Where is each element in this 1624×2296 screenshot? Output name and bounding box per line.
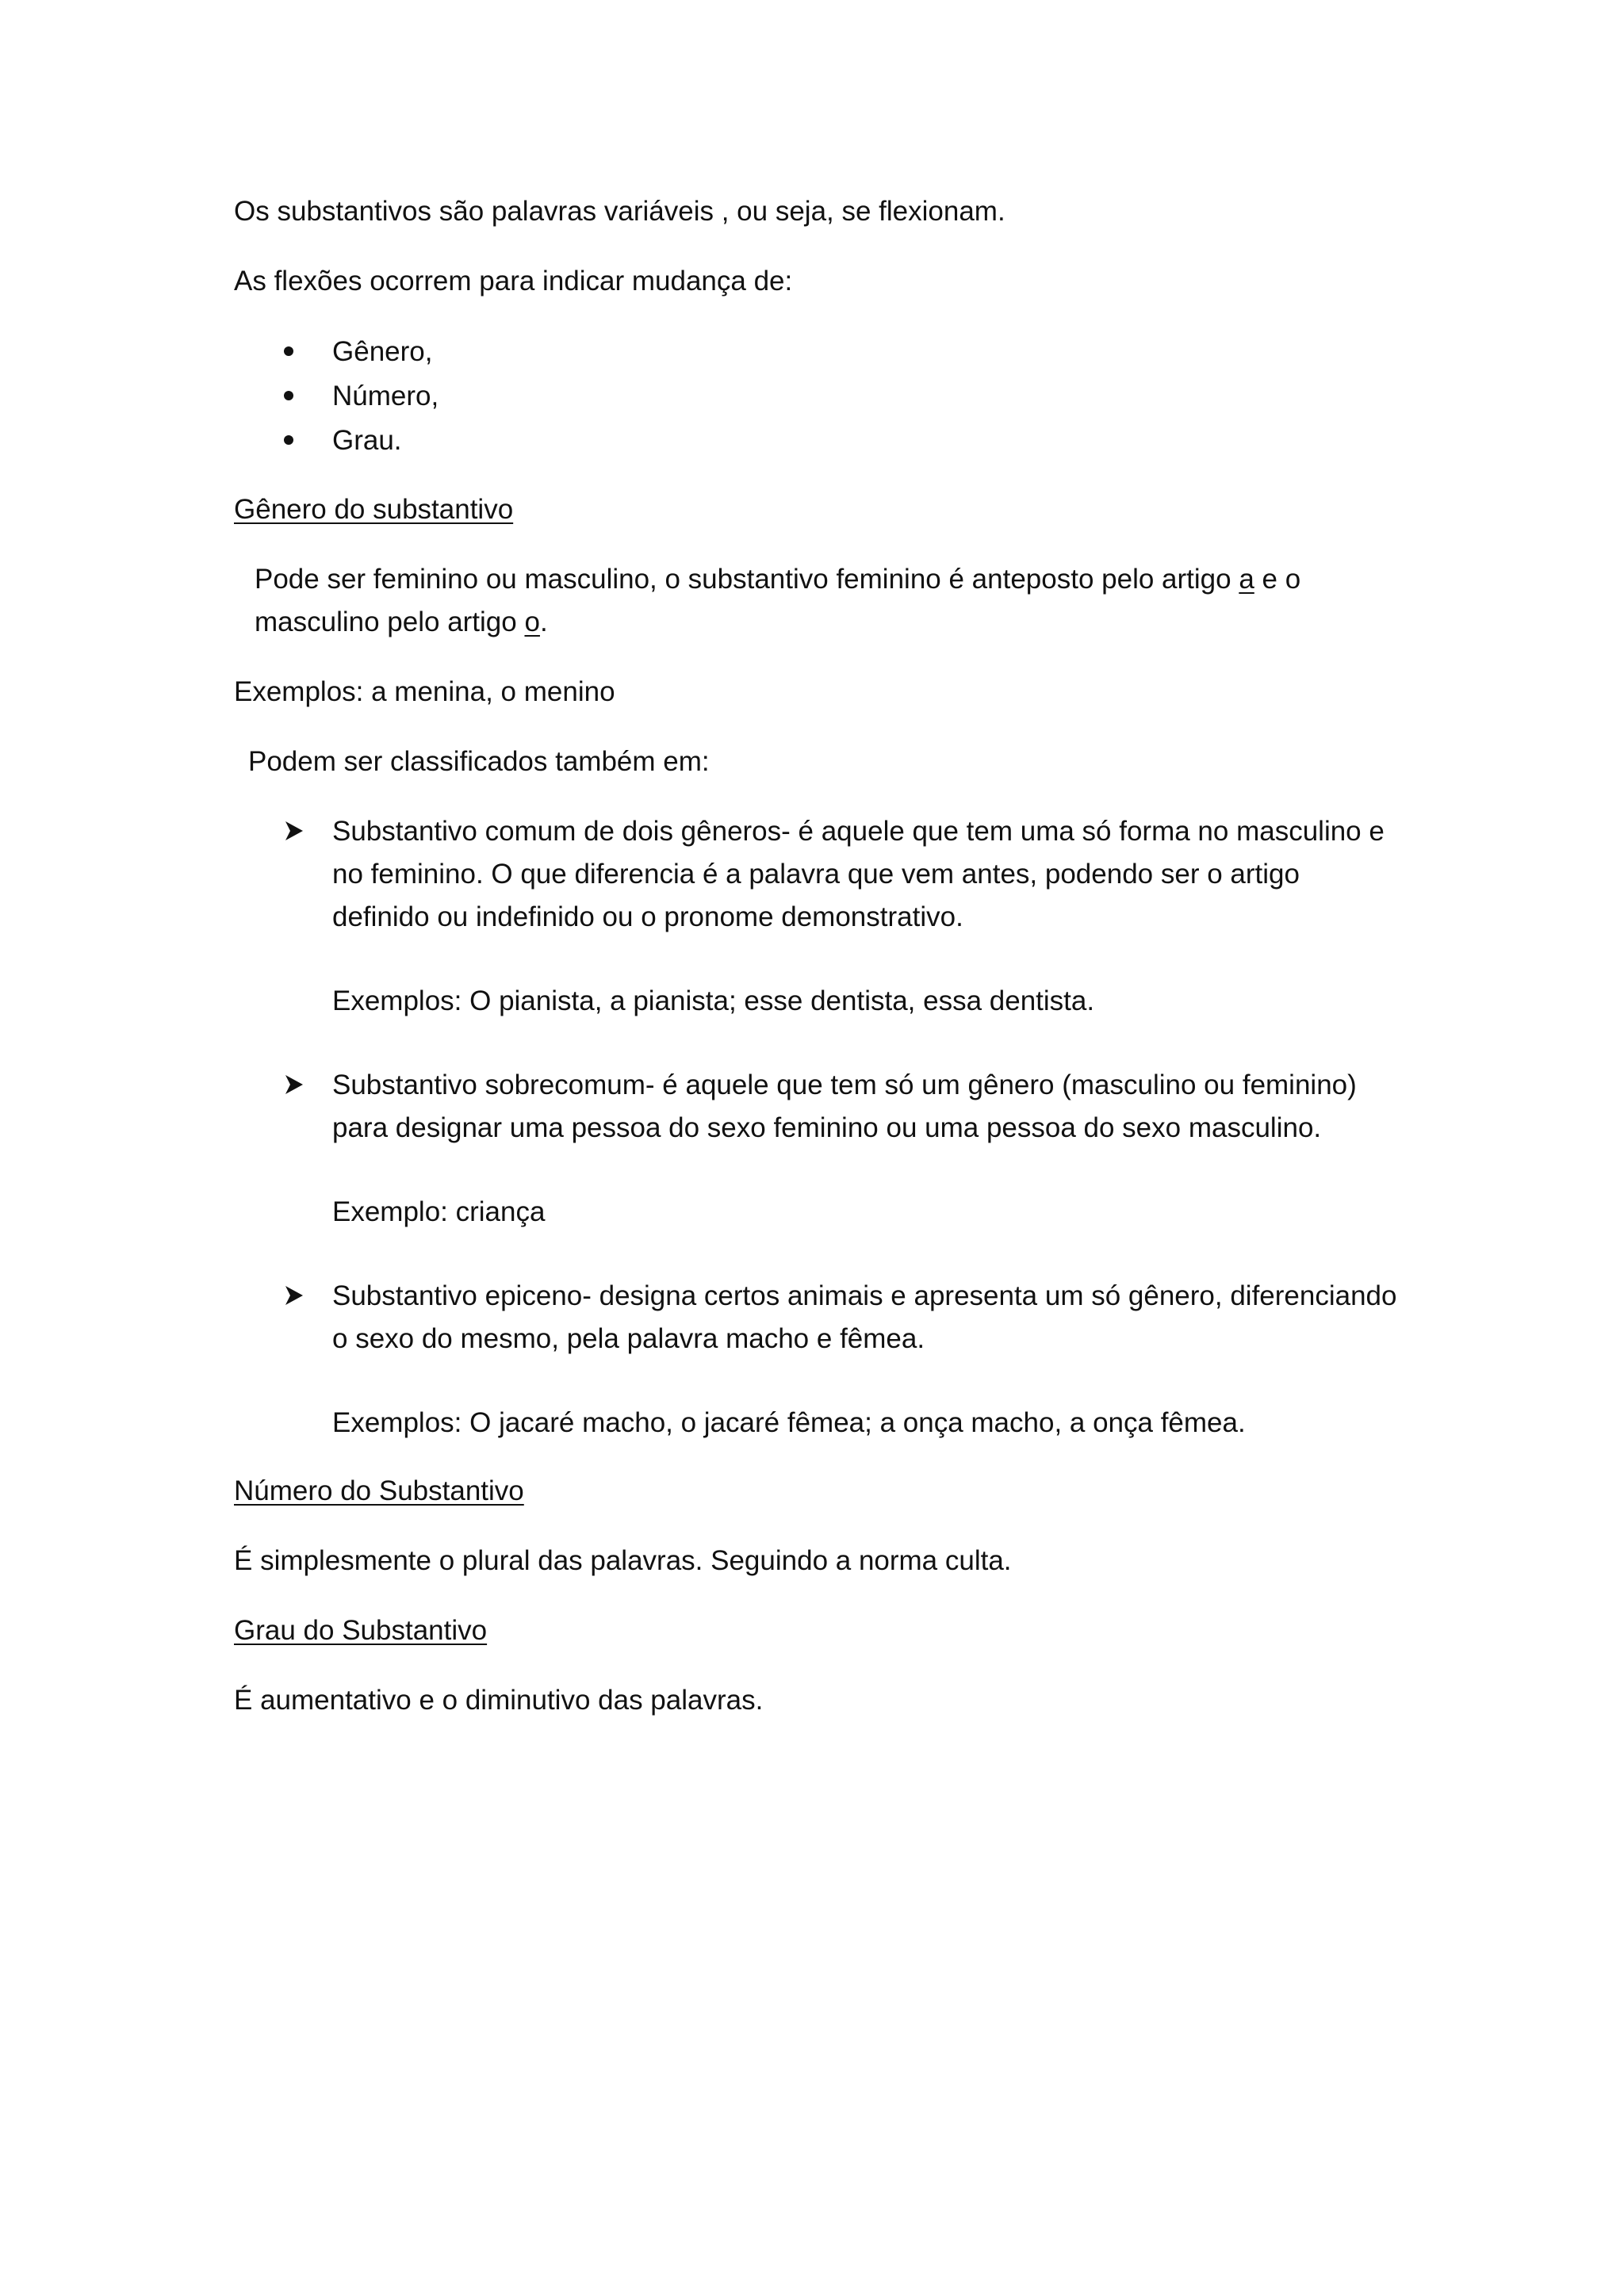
genero-heading bbox=[234, 488, 1400, 531]
type-example: Exemplo: criança bbox=[332, 1196, 546, 1227]
list-item bbox=[234, 810, 1400, 1023]
genero-heading-text: Gênero do substantivo bbox=[234, 494, 514, 525]
type-example: Exemplos: O jacaré macho, o jacaré fêmea; a onça macho, a onça fêmea. bbox=[332, 1407, 1246, 1438]
list-item bbox=[234, 330, 1400, 374]
type-description: Substantivo comum de dois gêneros- é aquele que tem uma só forma no masculino e no feminino. O que diferencia é a palavra que vem antes, podendo ser o artigo definido ou indefinido ou o pronome demonstrativo. bbox=[332, 816, 1385, 932]
list-item-text: Grau. bbox=[332, 425, 402, 456]
list-item bbox=[234, 419, 1400, 463]
grau-heading-text: Grau do Substantivo bbox=[234, 1615, 488, 1646]
numero-heading bbox=[234, 1470, 1400, 1513]
type-description: Substantivo epiceno- designa certos animais e apresenta um só gênero, diferenciando o sexo do mesmo, pela palavra macho e fêmea. bbox=[332, 1280, 1397, 1354]
bullet-icon bbox=[284, 391, 293, 400]
arrow-bullet-icon bbox=[284, 820, 304, 842]
numero-text: É simplesmente o plural das palavras. Seguindo a norma culta. bbox=[234, 1545, 1012, 1576]
genero-text-part1: Pode ser feminino ou masculino, o substantivo feminino é anteposto pelo artigo bbox=[255, 564, 1239, 595]
type-description: Substantivo sobrecomum- é aquele que tem só um gênero (masculino ou feminino) para designar uma pessoa do sexo feminino ou uma pessoa do sexo masculino. bbox=[332, 1070, 1357, 1143]
bullet-icon bbox=[284, 346, 293, 356]
list-item bbox=[234, 374, 1400, 419]
genero-text-part2: e o masculino pelo artigo bbox=[255, 564, 1301, 637]
bullet-icon bbox=[284, 435, 293, 445]
arrow-bullet-icon bbox=[284, 1284, 304, 1307]
grau-heading bbox=[234, 1609, 1400, 1652]
artigo-a: a bbox=[1239, 564, 1254, 595]
genero-paragraph bbox=[234, 558, 1400, 644]
genero-classified: Podem ser classificados também em: bbox=[248, 746, 710, 777]
list-item bbox=[234, 1064, 1400, 1234]
list-item-text: Gênero, bbox=[332, 336, 433, 367]
intro-line-2: As flexões ocorrem para indicar mudança de: bbox=[234, 266, 793, 297]
numero-heading-text: Número do Substantivo bbox=[234, 1475, 524, 1506]
arrow-bullet-icon bbox=[284, 1073, 304, 1096]
document-body bbox=[234, 190, 1400, 1749]
flexoes-list bbox=[234, 330, 1400, 463]
grau-text: É aumentativo e o diminutivo das palavras. bbox=[234, 1685, 764, 1716]
list-item-text: Número, bbox=[332, 381, 439, 411]
genero-examples: Exemplos: a menina, o menino bbox=[234, 676, 615, 707]
genero-text-part3: . bbox=[539, 607, 548, 637]
artigo-o: o bbox=[524, 607, 540, 637]
intro-line-1: Os substantivos são palavras variáveis , ou seja, se flexionam. bbox=[234, 196, 1005, 227]
list-item bbox=[234, 1275, 1400, 1445]
genero-types-list bbox=[234, 810, 1400, 1445]
type-example: Exemplos: O pianista, a pianista; esse dentista, essa dentista. bbox=[332, 985, 1095, 1016]
